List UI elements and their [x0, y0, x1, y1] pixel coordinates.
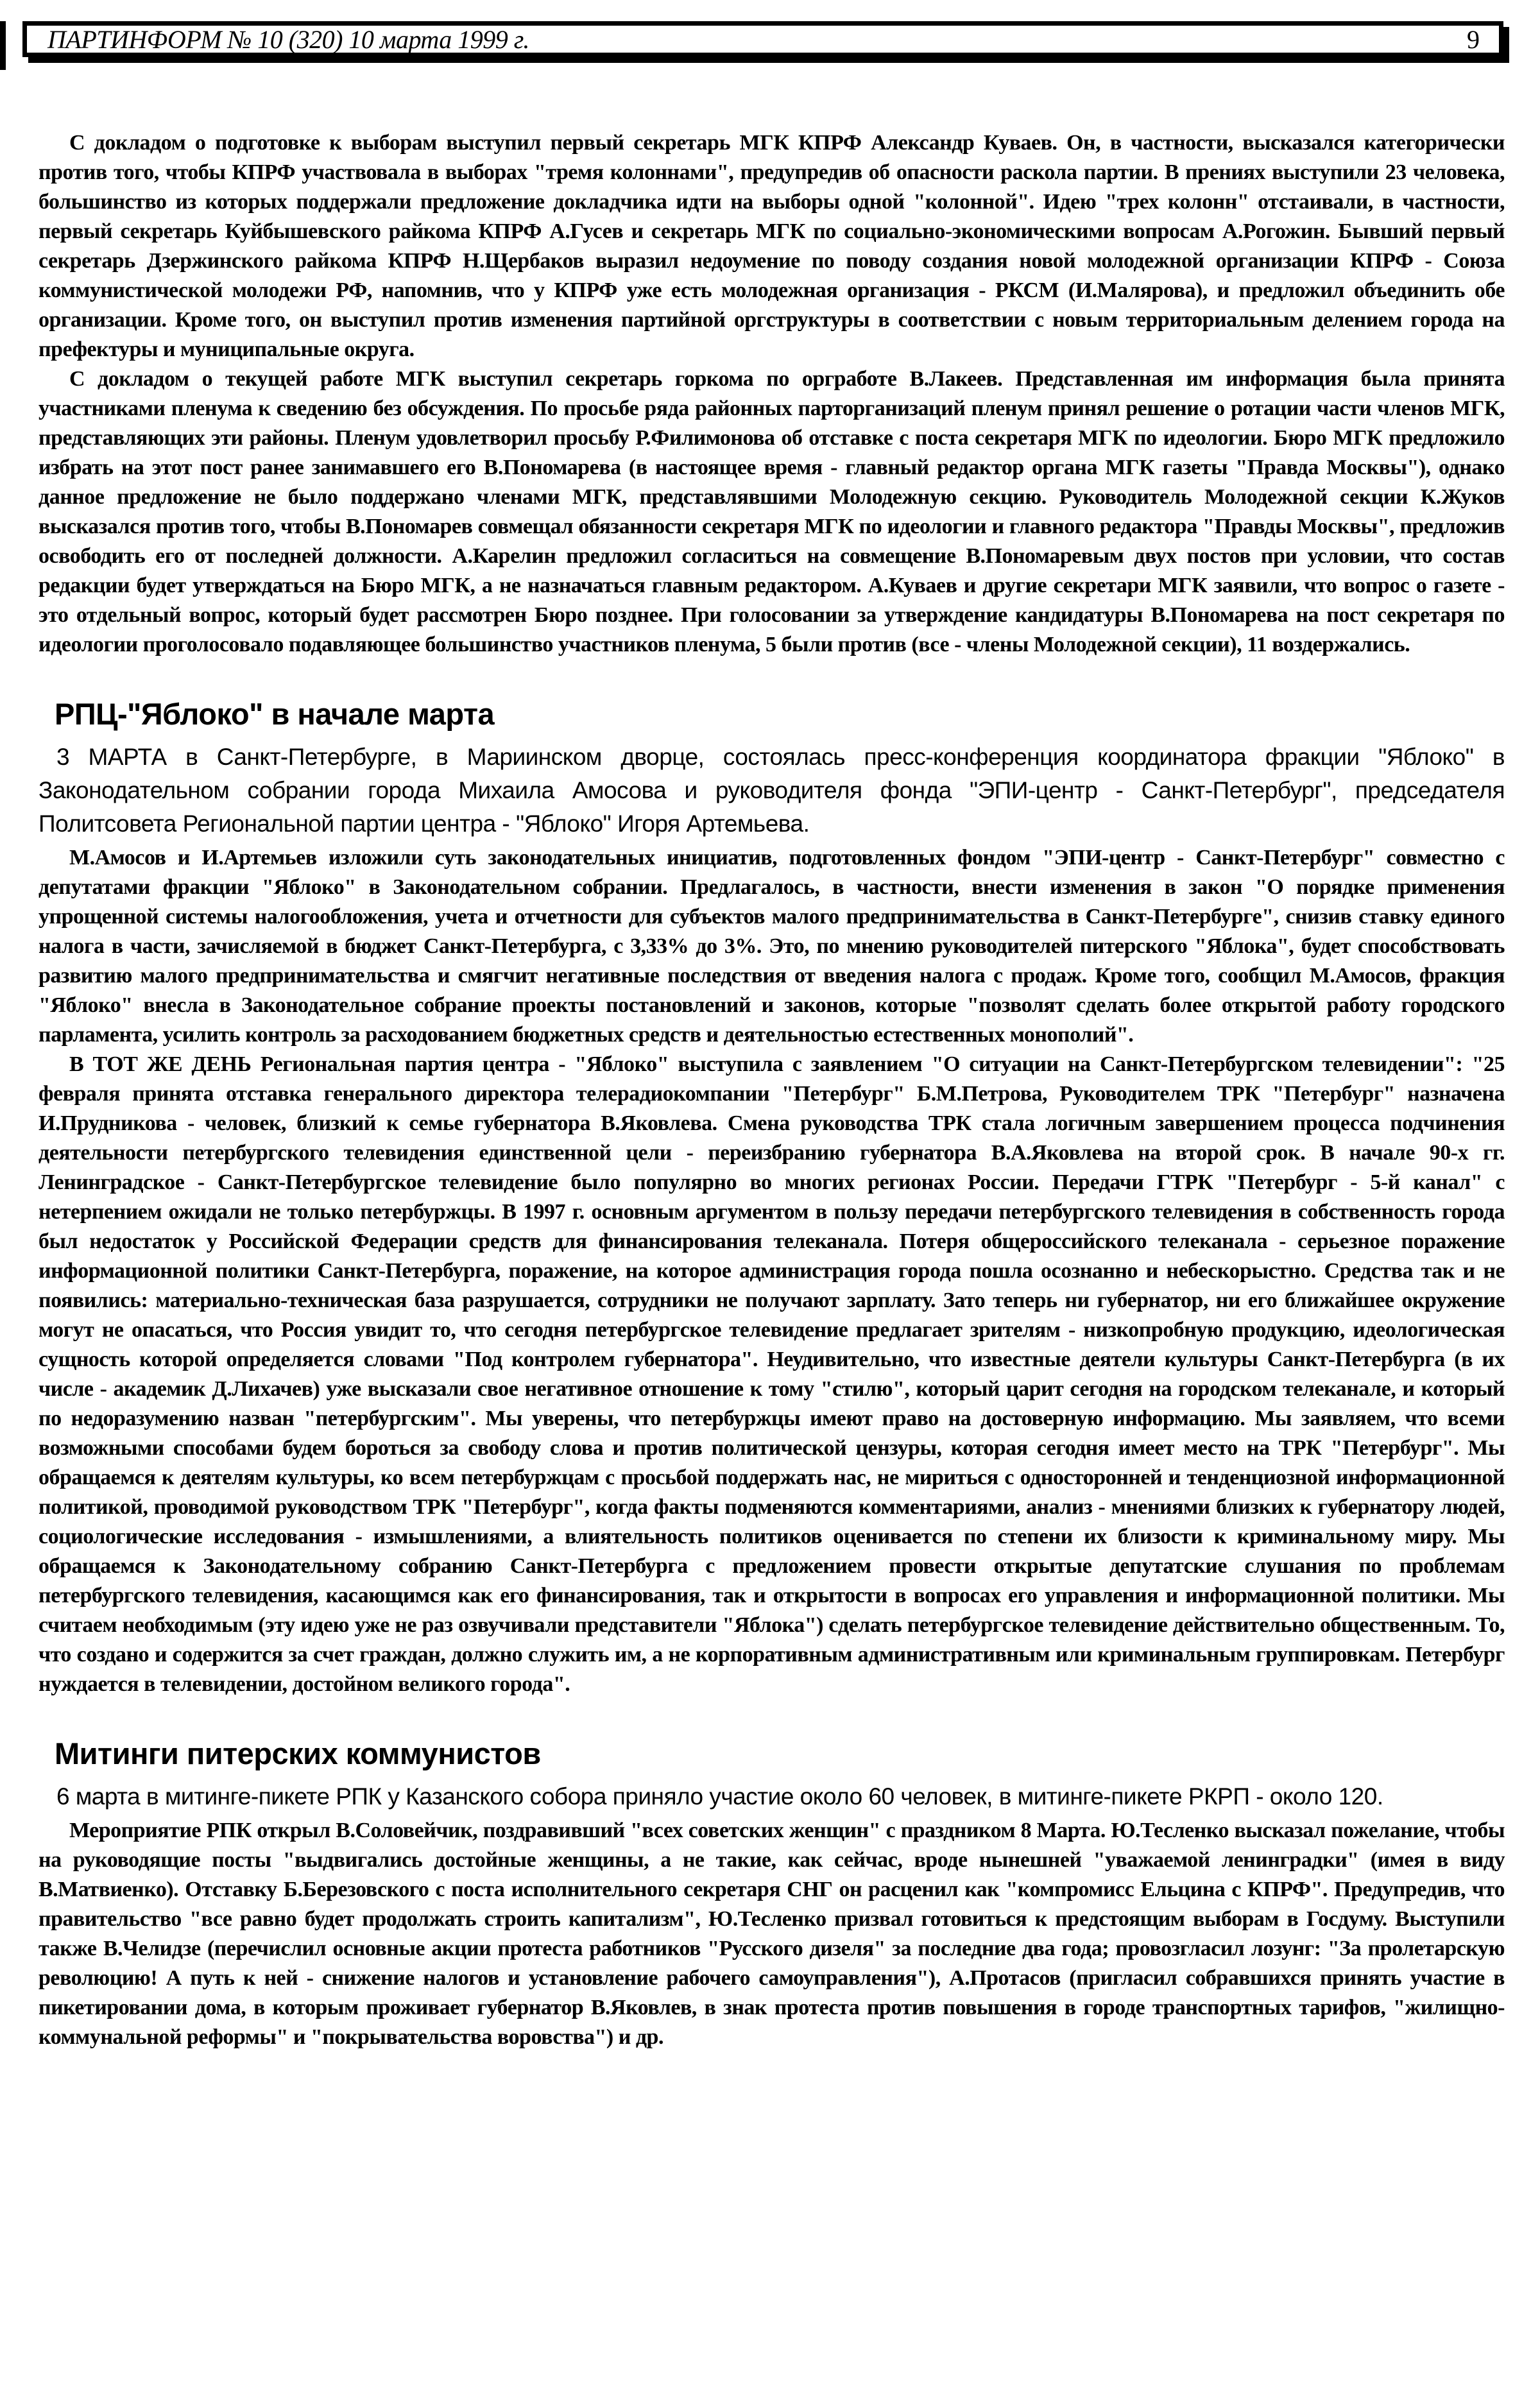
yabloko-paragraph-1: М.Амосов и И.Артемьев изложили суть законодательных инициатив, подготовленных фондом "ЭПИ-центр - Санкт-Петербург" совместно с депутатами фракции "Яблоко" в Законодательном собрании. Предлагалось, в частности, внести изменения в закон "О порядке применения упрощенной системы налогообложения, учета и отчетности для субъектов малого предпринимательства в Санкт-Петербурге", снизив ставку единого налога в части, зачисляемой в бюджет Санкт-Петербурга, с 3,33% до 3%. Это, по мнению руководителей питерского "Яблока", будет способствовать развитию малого предпринимательства и смягчит негативные последствия от введения налога с продаж. Кроме того, сообщил М.Амосов, фракция "Яблоко" внесла в Законодательное собрание проекты постановлений и законов, которые "позволят сделать более открытой работу городского парламента, усилить контроль за расходованием бюджетных средств и деятельностью естественных монополий".	[38, 846, 1505, 1047]
section-heading-yabloko: РПЦ-"Яблоко" в начале марта	[55, 697, 495, 731]
section-lead-mitingi: 6 марта в митинге-пикете РПК у Казанского собора приняло участие около 60 человек, в митинге-пикете РКРП - около 120.	[56, 1783, 1383, 1810]
section-heading-mitingi: Митинги питерских коммунистов	[55, 1736, 541, 1770]
scan-artifact	[0, 21, 6, 70]
newsletter-title: ПАРТИНФОРМ № 10 (320) 10 марта 1999 г.	[47, 24, 529, 54]
intro-paragraph-1: С докладом о подготовке к выборам выступил первый секретарь МГК КПРФ Александр Куваев. Он, в частности, высказался категорически против того, чтобы КПРФ участвовала в выборах "тремя колоннами", предупредив об опасности раскола партии. В прениях выступили 23 человека, большинство из которых поддержали предложение докладчика идти на выборы одной "колонной". Идею "трех колонн" отстаивали, в частности, первый секретарь Куйбышевского райкома КПРФ А.Гусев и секретарь МГК по социально-экономическими вопросам А.Рогожин. Бывший первый секретарь Дзержинского райкома КПРФ Н.Щербаков выразил недоумение по поводу создания новой молодежной организации КПРФ - Союза коммунистической молодежи РФ, напомнив, что у КПРФ уже есть молодежная организация - РКСМ (И.Малярова), и предложил объединить обе организации. Кроме того, он выступил против изменения партийной оргструктуры в соответствии с новым территориальным делением города на префектуры и муниципальные округа.	[38, 131, 1505, 361]
page-number: 9	[1467, 24, 1480, 54]
page-header	[22, 21, 1503, 57]
page-content	[38, 128, 1505, 2052]
section-lead-yabloko: 3 МАРТА в Санкт-Петербурге, в Мариинском дворце, состоялась пресс-конференция координатора фракции "Яблоко" в Законодательном собрании города Михаила Амосова и руководителя фонда "ЭПИ-центр - Санкт-Петербург", председателя Политсовета Региональной партии центра - "Яблоко" Игоря Артемьева.	[38, 744, 1505, 837]
yabloko-paragraph-2: В ТОТ ЖЕ ДЕНЬ Региональная партия центра - "Яблоко" выступила с заявлением "О ситуации на Санкт-Петербургском телевидении": "25 февраля принята отставка генерального директора телерадиокомпании "Петербург" Б.М.Петрова, Руководителем ТРК "Петербург" назначена И.Прудникова - человек, близкий к семье губернатора В.Яковлева. Смена руководства ТРК стала логичным завершением процесса подчинения деятельности петербургского телевидения единственной цели - переизбранию губернатора В.А.Яковлева на второй срок. В начале 90-х гг. Ленинградское - Санкт-Петербургское телевидение было популярно во многих регионах России. Передачи ГТРК "Петербург - 5-й канал" с нетерпением ожидали не только петербуржцы. В 1997 г. основным аргументом в пользу передачи петербургского телевидения в собственность города был недостаток у Российской Федерации средств для финансирования телеканала. Потеря общероссийского телеканала - серьезное поражение информационной политики Санкт-Петербурга, поражение, на которое администрация города пошла осознанно и небескорыстно. Средства так и не появились: материально-техническая база разрушается, сотрудники не получают зарплату. Зато теперь ни губернатор, ни его ближайшее окружение могут не опасаться, что Россия увидит то, что сегодня петербургское телевидение предлагает зрителям - низкопробную продукцию, идеологическая сущность которой определяется словами "Под контролем губернатора". Неудивительно, что известные деятели культуры Санкт-Петербурга (в их числе - академик Д.Лихачев) уже высказали свое негативное отношение к тому "стилю", который царит сегодня на городском телеканале, и который по недоразумению назван "петербургским". Мы уверены, что петербуржцы имеют право на достоверную информацию. Мы заявляем, что всеми возможными способами будем бороться за свободу слова и против политической цензуры, которая сегодня имеет место на ТРК "Петербург". Мы обращаемся к деятелям культуры, ко всем петербуржцам с просьбой поддержать нас, не мириться с односторонней и тенденциозной информационной политикой, проводимой руководством ТРК "Петербург", когда факты подменяются комментариями, анализ - мнениями близких к губернатору людей, социологические исследования - измышлениями, а влиятельность политиков оценивается по степени их близости к криминальному миру. Мы обращаемся к Законодательному собранию Санкт-Петербурга с предложением провести открытые депутатские слушания по проблемам петербургского телевидения, касающимся как его финансирования, так и открытости в вопросах его управления и информационной политики. Мы считаем необходимым (эту идею уже не раз озвучивали представители "Яблока") сделать петербургское телевидение действительно общественным. То, что создано и содержится за счет граждан, должно служить им, а не корпоративным административным или криминальным группировкам. Петербург нуждается в телевидении, достойном великого города".	[38, 1052, 1505, 1696]
intro-paragraph-2: С докладом о текущей работе МГК выступил секретарь горкома по оргработе В.Лакеев. Представленная им информация была принята участниками пленума к сведению без обсуждения. По просьбе ряда районных парторганизаций пленум принял решение о ротации части членов МГК, представляющих эти районы. Пленум удовлетворил просьбу Р.Филимонова об отставке с поста секретаря МГК по идеологии. Бюро МГК предложило избрать на этот пост ранее занимавшего его В.Пономарева (в настоящее время - главный редактор органа МГК газеты "Правда Москвы"), однако данное предложение не было поддержано членами МГК, представлявшими Молодежную секцию. Руководитель Молодежной секции К.Жуков высказался против того, чтобы В.Пономарев совмещал обязанности секретаря МГК по идеологии и главного редактора "Правды Москвы", предложив освободить его от последней должности. А.Карелин предложил согласиться на совмещение В.Пономаревым двух постов при условии, что состав редакции будет утверждаться на Бюро МГК, а не назначаться главным редактором. А.Куваев и другие секретари МГК заявили, что вопрос о газете - это отдельный вопрос, который будет рассмотрен Бюро позднее. При голосовании за утверждение кандидатуры В.Пономарева на пост секретаря по идеологии проголосовало подавляющее большинство участников пленума, 5 были против (все - члены Молодежной секции), 11 воздержались.	[38, 367, 1505, 656]
mitingi-paragraph-1: Мероприятие РПК открыл В.Соловейчик, поздравивший "всех советских женщин" с праздником 8 Марта. Ю.Тесленко высказал пожелание, чтобы на руководящие посты "выдвигались достойные женщины, а не такие, как сейчас, вроде нынешней "уважаемой ленинградки" (имея в виду В.Матвиенко). Отставку Б.Березовского с поста исполнительного секретаря СНГ он расценил как "компромисс Ельцина с КПРФ". Предупредив, что правительство "все равно будет продолжать строить капитализм", Ю.Тесленко призвал готовиться к предстоящим выборам в Госдуму. Выступили также В.Челидзе (перечислил основные акции протеста работников "Русского дизеля" за последние два года; провозгласил лозунг: "За пролетарскую революцию! А путь к ней - снижение налогов и установление рабочего самоуправления"), А.Протасов (пригласил собравшихся принять участие в пикетировании дома, в которым проживает губернатор В.Яковлев, в знак протеста против повышения в городе транспортных тарифов, "жилищно-коммунальной реформы" и "покрывательства воровства") и др.	[38, 1819, 1505, 2049]
